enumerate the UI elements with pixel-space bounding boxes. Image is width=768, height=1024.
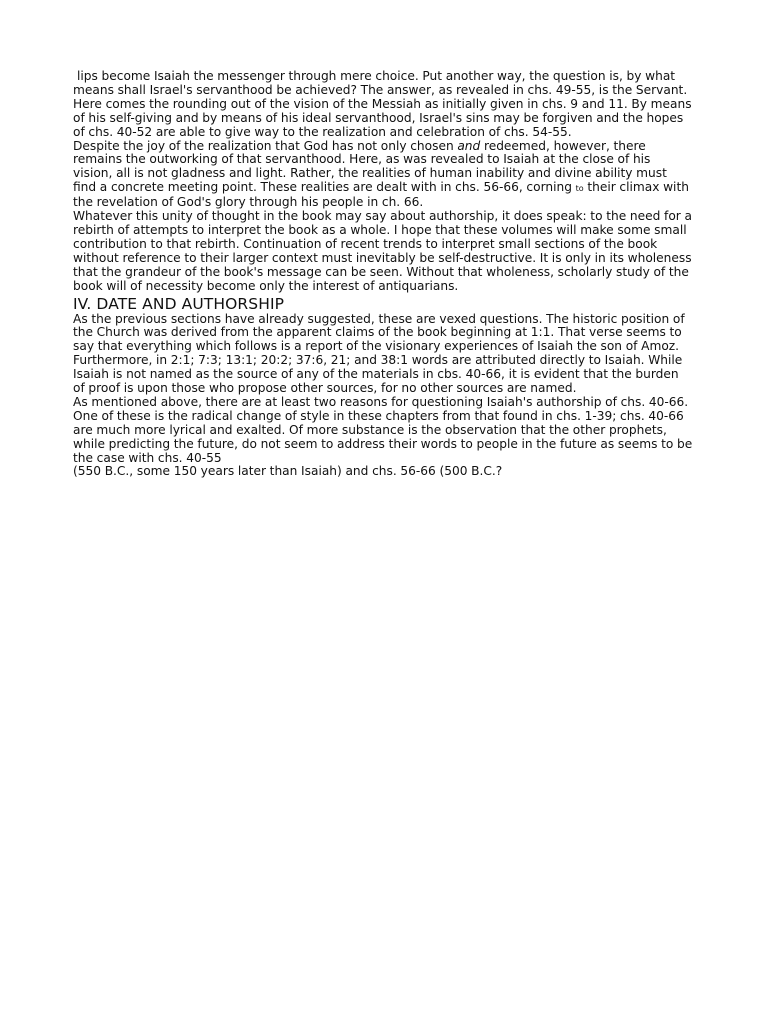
section-heading: IV. DATE AND AUTHORSHIP bbox=[73, 294, 285, 313]
paragraph-servant-text: lips become Isaiah the messenger through mere choice. Put another way, the question is, by what means shall Israel's servanthood be achieved? The answer, as revealed in chs. 49-55, is the Servant. Here comes the rounding out of the vision of the Messiah as initially given in chs. 9 and 11. By means of his self-giving and by means of his ideal servanthood, Israel's sins may be forgiven and the hopes of chs. 40-52 are able to give way to the realization and celebration of chs. 54-55. bbox=[73, 69, 692, 139]
paragraph-dates: (550 B.C., some 150 years later than Isaiah) and chs. 56-66 (500 B.C.? bbox=[73, 464, 503, 479]
paragraph-vexed-questions: As the previous sections have already suggested, these are vexed questions. The historic position of the Church was derived from the apparent claims of the book beginning at 1:1. That verse seems to say that everything which follows is a report of the visionary experiences of Isaiah the son of Amoz. Furthermore, in 2:1; 7:3; 13:1; 20:2; 37:6, 21; and 38:1 words are attributed directly to Isaiah. While Isaiah is not named as the source of any of the materials in cbs. 40-66, it is evident that the burden of proof is upon those who propose other sources, for no other sources are named. bbox=[73, 311, 685, 396]
emphasis-and: and bbox=[457, 138, 481, 153]
paragraph-outworking-text-c: their climax with the revelation of God's glory through his people in ch. 66. bbox=[73, 180, 689, 210]
paragraph-outworking-text-a: Despite the joy of the realization that God has not only chosen bbox=[73, 138, 458, 153]
paragraph-outworking bbox=[73, 140, 693, 211]
paragraph-unity: Whatever this unity of thought in the book may say about authorship, it does speak: to the need for a rebirth of attempts to interpret the book as a whole. I hope that these volumes will make some small contribution to that rebirth. Continuation of recent trends to interpret small sections of the book without reference to their larger context must inevitably be self-destructive. It is only in its wholeness that the grandeur of the book's message can be seen. Without that wholeness, scholarly study of the book will of necessity become only the interest of antiquarians. bbox=[73, 209, 692, 293]
small-to: to bbox=[575, 184, 584, 194]
paragraph-servant bbox=[73, 70, 693, 140]
paragraph-two-reasons: As mentioned above, there are at least two reasons for questioning Isaiah's authorship of chs. 40-66. One of these is the radical change of style in these chapters from that found in chs. 1-39; chs. 40-66 are much more lyrical and exalted. Of more substance is the observation that the other prophets, while predicting the future, do not seem to address their words to people in the future as seems to be the case with chs. 40-55 bbox=[73, 394, 693, 465]
document-page bbox=[73, 70, 693, 479]
paragraph-outworking-text-b: redeemed, however, there remains the outworking of that servanthood. Here, as was revealed to Isaiah at the close of his vision, all is not gladness and light. Rather, the realities of human inability and divine ability must find a concrete meeting point. These realities are dealt with in chs. 56-66, corning bbox=[73, 138, 667, 195]
